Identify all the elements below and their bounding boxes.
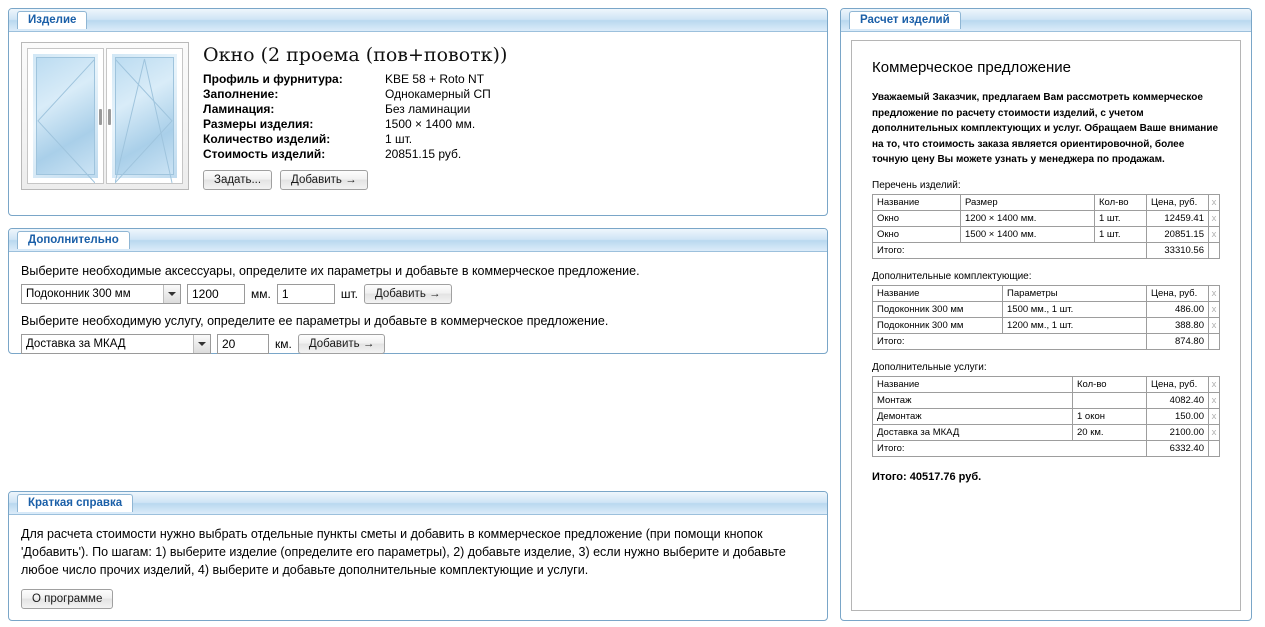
window-sash-left — [28, 49, 103, 183]
spec-row — [203, 102, 491, 117]
cell-qty: 1 окон — [1073, 408, 1147, 424]
total-spacer — [1209, 333, 1220, 349]
cell-params: 1200 мм., 1 шт. — [1003, 317, 1147, 333]
table-row — [873, 424, 1220, 440]
cell-name: Демонтаж — [873, 408, 1073, 424]
table-header-row — [873, 194, 1220, 210]
cell-name: Подоконник 300 мм — [873, 317, 1003, 333]
accessories-section-title: Дополнительные комплектующие: — [872, 270, 1032, 282]
spec-value: KBE 58 + Roto NT — [385, 72, 485, 86]
tab-calculation[interactable]: Расчет изделий — [849, 11, 961, 29]
accessory-quantity-input[interactable]: 1 — [277, 284, 335, 304]
spec-value: 1 шт. — [385, 132, 413, 146]
window-glass-left — [36, 57, 95, 175]
spec-row — [203, 147, 491, 162]
additional-panel — [8, 228, 828, 354]
spec-value: 1500 × 1400 мм. — [385, 117, 476, 131]
cell-price: 12459.41 — [1147, 210, 1209, 226]
cell-size: 1500 × 1400 мм. — [961, 226, 1095, 242]
product-buttons — [203, 170, 815, 190]
column-header: Размер — [961, 194, 1095, 210]
cell-qty: 1 шт. — [1095, 210, 1147, 226]
table-row — [873, 210, 1220, 226]
product-panel-header — [9, 9, 827, 32]
help-panel — [8, 491, 828, 621]
remove-row-button[interactable]: x — [1209, 408, 1220, 424]
help-panel-body — [9, 515, 827, 621]
table-row — [873, 226, 1220, 242]
cell-price: 2100.00 — [1147, 424, 1209, 440]
accessory-quantity-unit: шт. — [340, 287, 358, 301]
commercial-offer-document — [851, 40, 1241, 611]
spec-value: 20851.15 руб. — [385, 147, 462, 161]
column-header: Название — [873, 285, 1003, 301]
calculation-panel — [840, 8, 1252, 621]
table-row — [873, 301, 1220, 317]
cell-qty: 20 км. — [1073, 424, 1147, 440]
cell-price: 150.00 — [1147, 408, 1209, 424]
calculation-panel-body — [841, 32, 1251, 621]
total-spacer — [1209, 242, 1220, 258]
left-column — [8, 8, 828, 621]
accessory-size-unit: мм. — [251, 287, 271, 301]
accessories-instructions: Выберите необходимые аксессуары, определите их параметры и добавьте в коммерческое предложение. — [21, 264, 640, 278]
services-section-title: Дополнительные услуги: — [872, 361, 987, 373]
accessory-select[interactable] — [21, 284, 181, 304]
product-panel — [8, 8, 828, 216]
service-value-input[interactable]: 20 — [217, 334, 269, 354]
spec-label: Заполнение: — [203, 87, 279, 101]
column-header: Кол-во — [1073, 376, 1147, 392]
additional-panel-body — [9, 252, 827, 366]
total-label: Итого: — [873, 333, 1147, 349]
cell-name: Доставка за МКАД — [873, 424, 1073, 440]
remove-row-button[interactable]: x — [1209, 424, 1220, 440]
spec-label: Размеры изделия: — [203, 117, 314, 131]
remove-row-button[interactable]: x — [1209, 226, 1220, 242]
window-handle-left — [99, 109, 102, 125]
right-column — [840, 8, 1252, 621]
spec-value: Без ламинации — [385, 102, 471, 116]
chevron-down-icon[interactable] — [193, 335, 210, 353]
spec-label: Профиль и фурнитура: — [203, 72, 343, 86]
spec-row — [203, 72, 491, 87]
services-table — [872, 376, 1220, 457]
column-header-remove: x — [1209, 285, 1220, 301]
cell-price: 4082.40 — [1147, 392, 1209, 408]
total-spacer — [1209, 440, 1220, 456]
products-section-title: Перечень изделий: — [872, 179, 961, 191]
accessories-table — [872, 285, 1220, 350]
spec-label: Ламинация: — [203, 102, 275, 116]
table-row — [873, 317, 1220, 333]
document-title: Коммерческое предложение — [872, 59, 1072, 76]
total-label: Итого: — [873, 242, 1147, 258]
cell-size: 1200 × 1400 мм. — [961, 210, 1095, 226]
total-value: 33310.56 — [1147, 242, 1209, 258]
services-instructions: Выберите необходимую услугу, определите ее параметры и добавьте в коммерческое предложение. — [21, 314, 609, 328]
cell-qty — [1073, 392, 1147, 408]
table-total-row — [873, 333, 1220, 349]
table-header-row — [873, 376, 1220, 392]
product-panel-body — [9, 32, 827, 202]
window-glass-right — [115, 57, 174, 175]
column-header: Название — [873, 194, 961, 210]
remove-row-button[interactable]: x — [1209, 301, 1220, 317]
cell-price: 388.80 — [1147, 317, 1209, 333]
service-select[interactable] — [21, 334, 211, 354]
product-row — [21, 42, 815, 190]
product-title: Окно (2 проема (пов+повотк)) — [203, 44, 508, 66]
cell-name: Окно — [873, 226, 961, 242]
remove-row-button[interactable]: x — [1209, 210, 1220, 226]
spec-label: Стоимость изделий: — [203, 147, 326, 161]
column-header: Цена, руб. — [1147, 285, 1209, 301]
document-intro: Уважаемый Заказчик, предлагаем Вам рассмотреть коммерческое предложение по расчету стоимости изделий, с учетом дополнительных комплектующих и услуг. Обращаем Ваше внимание на то, что стоимость заказа является ориентировочной, более точную цену Вы можете узнать у менеджера по продажам. — [872, 92, 1219, 165]
table-total-row — [873, 440, 1220, 456]
service-select-value: Доставка за МКАД — [26, 338, 126, 350]
tab-product[interactable]: Изделие — [17, 11, 87, 29]
service-unit: км. — [275, 337, 292, 351]
spec-row — [203, 117, 491, 132]
product-info — [203, 42, 815, 190]
cell-qty: 1 шт. — [1095, 226, 1147, 242]
about-program-button[interactable]: О программе — [21, 589, 113, 609]
grand-total: Итого: 40517.76 руб. — [872, 470, 982, 483]
set-parameters-button[interactable]: Задать... — [203, 170, 272, 190]
table-total-row — [873, 242, 1220, 258]
cell-name: Монтаж — [873, 392, 1073, 408]
cell-price: 486.00 — [1147, 301, 1209, 317]
total-label: Итого: — [873, 440, 1147, 456]
total-value: 6332.40 — [1147, 440, 1209, 456]
products-table — [872, 194, 1220, 259]
tab-additional[interactable]: Дополнительно — [17, 231, 130, 249]
table-row — [873, 408, 1220, 424]
column-header: Параметры — [1003, 285, 1147, 301]
remove-row-button[interactable]: x — [1209, 392, 1220, 408]
column-header: Название — [873, 376, 1073, 392]
cell-name: Подоконник 300 мм — [873, 301, 1003, 317]
table-row — [873, 392, 1220, 408]
column-header-remove: x — [1209, 194, 1220, 210]
accessory-select-value: Подоконник 300 мм — [26, 288, 131, 300]
service-form-row — [21, 334, 815, 354]
add-service-button[interactable]: Добавить → — [298, 334, 386, 354]
column-header: Кол-во — [1095, 194, 1147, 210]
spec-value: Однокамерный СП — [385, 87, 491, 101]
window-handle-right — [108, 109, 111, 125]
add-product-button[interactable]: Добавить → — [280, 170, 368, 190]
calculation-panel-header — [841, 9, 1251, 32]
product-specs-table — [203, 72, 491, 162]
cell-params: 1500 мм., 1 шт. — [1003, 301, 1147, 317]
cell-price: 20851.15 — [1147, 226, 1209, 242]
column-header: Цена, руб. — [1147, 194, 1209, 210]
accessory-size-input[interactable]: 1200 — [187, 284, 245, 304]
remove-row-button[interactable]: x — [1209, 317, 1220, 333]
spec-row — [203, 87, 491, 102]
tab-help[interactable]: Краткая справка — [17, 494, 133, 512]
cell-name: Окно — [873, 210, 961, 226]
spec-row — [203, 132, 491, 147]
spec-label: Количество изделий: — [203, 132, 331, 146]
window-preview-image — [21, 42, 189, 190]
table-header-row — [873, 285, 1220, 301]
window-sash-right — [107, 49, 182, 183]
column-header-remove: x — [1209, 376, 1220, 392]
total-value: 874.80 — [1147, 333, 1209, 349]
help-text: Для расчета стоимости нужно выбрать отдельные пункты сметы и добавить в коммерческое предложение (при помощи кнопок 'Добавить'). По шагам: 1) выберите изделие (определите его параметры), 2) добавьте изделие, 3) если нужно выберите и добавьте любое число прочих изделий, 4) выберите и добавьте дополнительные комплектующие и услуги. — [21, 527, 786, 578]
additional-panel-header — [9, 229, 827, 252]
chevron-down-icon[interactable] — [163, 285, 180, 303]
column-header: Цена, руб. — [1147, 376, 1209, 392]
add-accessory-button[interactable]: Добавить → — [364, 284, 452, 304]
accessory-form-row — [21, 284, 815, 304]
help-panel-header — [9, 492, 827, 515]
